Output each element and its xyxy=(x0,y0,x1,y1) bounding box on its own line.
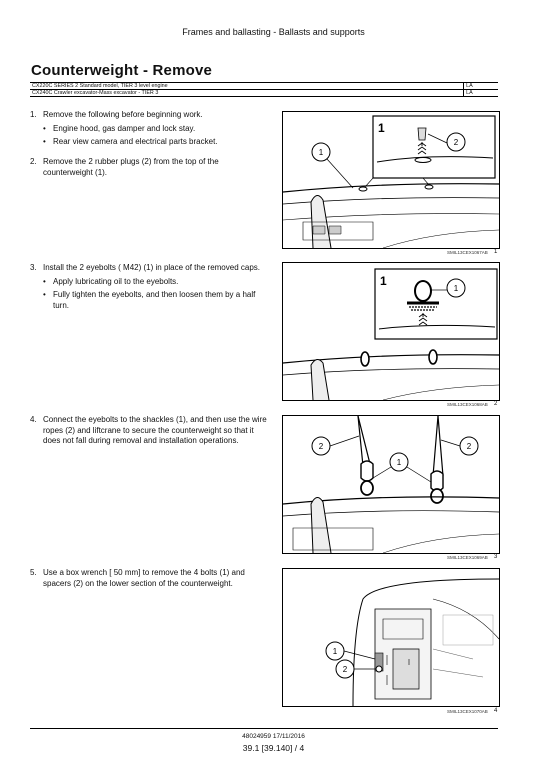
callout-2: 2 xyxy=(318,442,324,451)
step-1 xyxy=(30,110,268,151)
table-row xyxy=(30,90,498,97)
model-name: CX240C Crawler excavator-Mass excavator - TIER 3 xyxy=(30,90,464,97)
callout-1: 1 xyxy=(318,148,324,157)
page-title: Counterweight - Remove xyxy=(31,62,213,79)
figure-number: 1 xyxy=(494,249,498,255)
counterweight-plugs-illustration xyxy=(283,112,499,248)
callout-2: 2 xyxy=(453,138,459,147)
model-code: LA xyxy=(464,90,498,97)
callout-1: 1 xyxy=(332,647,338,656)
eyebolt-install-illustration xyxy=(283,263,499,400)
figure-4 xyxy=(282,568,500,707)
document-id: 48024959 17/11/2016 xyxy=(242,733,305,740)
figure-3 xyxy=(282,415,500,554)
step-number: 1. xyxy=(30,110,37,119)
step-3 xyxy=(30,263,268,314)
callout-1: 1 xyxy=(453,284,459,293)
wire-rope-shackle-illustration xyxy=(283,416,499,553)
step-text: Remove the following before beginning work. xyxy=(43,110,203,119)
figure-ref: SMIL13CEX1068AB xyxy=(447,402,488,407)
step-number: 4. xyxy=(30,415,37,424)
step-text: Connect the eyebolts to the shackles (1), and then use the wire ropes (2) and liftcrane to secure the counterweight so that it does not fall during removal and installation operations. xyxy=(43,415,267,445)
model-name: CX220C SERIES 2 Standard model, TIER 3 level engine xyxy=(30,83,464,90)
callout-2: 2 xyxy=(342,665,348,674)
figure-1 xyxy=(282,111,500,249)
figure-number: 4 xyxy=(494,708,498,714)
inset-label: 1 xyxy=(378,121,385,135)
step-4 xyxy=(30,415,268,447)
model-applicability-table xyxy=(30,83,498,97)
section-header: Frames and ballasting - Ballasts and supports xyxy=(182,27,365,37)
step-bullets xyxy=(43,277,268,312)
step-bullets xyxy=(43,124,268,148)
step-number: 2. xyxy=(30,157,37,166)
step-number: 3. xyxy=(30,263,37,272)
figure-ref: SMIL13CEX1070AB xyxy=(447,709,488,714)
figure-number: 2 xyxy=(494,401,498,407)
step-2 xyxy=(30,157,268,178)
counterweight-bolts-illustration xyxy=(283,569,499,706)
list-item: • Engine hood, gas damper and lock stay. xyxy=(43,124,268,135)
list-item: • Rear view camera and electrical parts bracket. xyxy=(43,137,268,148)
callout-1: 1 xyxy=(396,458,402,467)
list-item: • Fully tighten the eyebolts, and then loosen them by a half turn. xyxy=(43,290,268,311)
inset-label: 1 xyxy=(380,274,387,288)
list-item: • Apply lubricating oil to the eyebolts. xyxy=(43,277,268,288)
step-5 xyxy=(30,568,268,589)
figure-ref: SMIL13CEX1069AB xyxy=(447,555,488,560)
figure-2 xyxy=(282,262,500,401)
figure-number: 3 xyxy=(494,554,498,560)
figure-ref: SMIL13CEX1067AB xyxy=(447,250,488,255)
step-number: 5. xyxy=(30,568,37,577)
step-text: Use a box wrench [ 50 mm] to remove the 4 bolts (1) and spacers (2) on the lower section of the counterweight. xyxy=(43,568,245,588)
footer-divider xyxy=(30,728,498,729)
page-number: 39.1 [39.140] / 4 xyxy=(242,743,305,753)
callout-2: 2 xyxy=(466,442,472,451)
model-code: LA xyxy=(464,83,498,90)
step-text: Install the 2 eyebolts ( M42) (1) in place of the removed caps. xyxy=(43,263,260,272)
step-text: Remove the 2 rubber plugs (2) from the top of the counterweight (1). xyxy=(43,157,219,177)
